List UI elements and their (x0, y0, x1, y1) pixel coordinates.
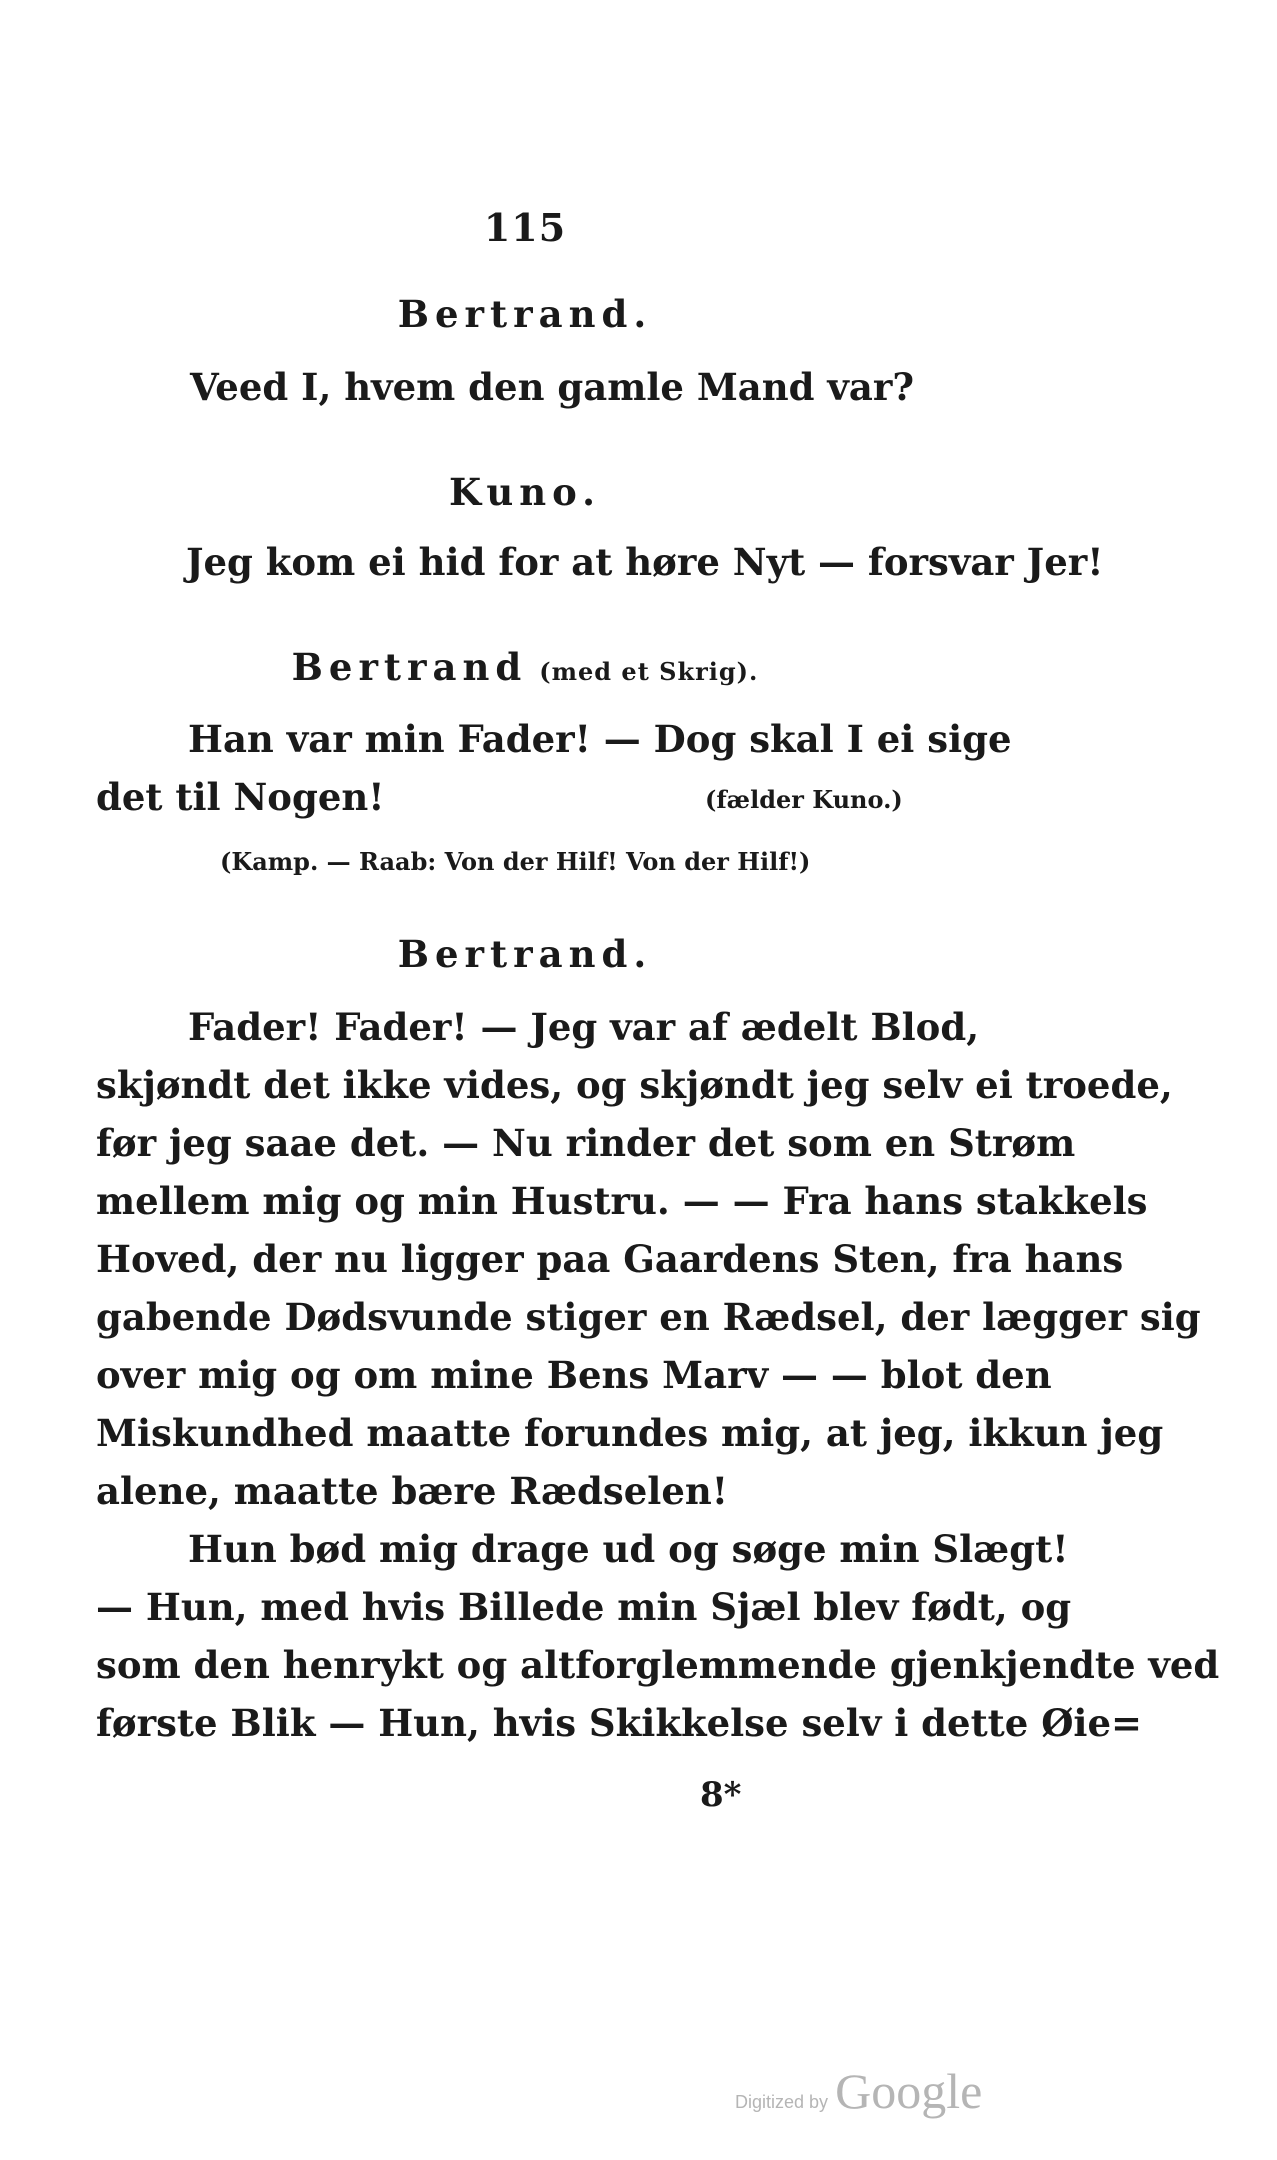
text-line: gabende Dødsvunde stiger en Rædsel, der lægger sig (96, 1295, 1201, 1339)
speaker-name: Kuno. (448, 470, 602, 514)
text-line: Hun bød mig drage ud og søge min Slægt! (188, 1527, 1069, 1571)
signature-mark: 8* (700, 1775, 742, 1815)
text-line: Hoved, der nu ligger paa Gaardens Sten, fra hans (96, 1237, 1124, 1281)
text-line: Miskundhed maatte forundes mig, at jeg, ikkun jeg (96, 1411, 1164, 1455)
text-line: før jeg saae det. — Nu rinder det som en Strøm (96, 1121, 1076, 1165)
page-number: 115 (483, 205, 567, 250)
text-line: mellem mig og min Hustru. — — Fra hans stakkels (96, 1179, 1148, 1223)
text-line: alene, maatte bære Rædselen! (96, 1469, 728, 1513)
text-line: det til Nogen! (96, 775, 385, 819)
digitized-label: Digitized by (735, 2092, 829, 2112)
speaker-name: Bertrand. (397, 932, 653, 976)
dialogue-line: Jeg kom ei hid for at høre Nyt — forsvar Jer! (186, 540, 1104, 584)
dialogue-line: Veed I, hvem den gamle Mand var? (190, 365, 915, 409)
text-line: skjøndt det ikke vides, og skjøndt jeg selv ei troede, (96, 1063, 1173, 1107)
stage-direction: (med et Skrig). (539, 657, 759, 686)
speaker-name: Bertrand. (397, 292, 653, 336)
stage-direction: (Kamp. — Raab: Von der Hilf! Von der Hilf!) (220, 847, 811, 876)
speaker-heading (0, 645, 1050, 689)
speaker-name: Bertrand (291, 645, 528, 689)
text-line: Han var min Fader! — Dog skal I ei sige (188, 717, 1012, 761)
google-logo: Google (835, 2063, 983, 2119)
stage-direction: (fælder Kuno.) (705, 785, 903, 814)
text-line: første Blik — Hun, hvis Skikkelse selv i dette Øie= (96, 1701, 1143, 1745)
text-line: Fader! Fader! — Jeg var af ædelt Blod, (188, 1005, 980, 1049)
digitized-watermark (735, 2062, 982, 2120)
text-line: som den henrykt og altforglemmende gjenkjendte ved (96, 1643, 1220, 1687)
text-line: — Hun, med hvis Billede min Sjæl blev født, og (96, 1585, 1072, 1629)
text-line: over mig og om mine Bens Marv — — blot den (96, 1353, 1052, 1397)
